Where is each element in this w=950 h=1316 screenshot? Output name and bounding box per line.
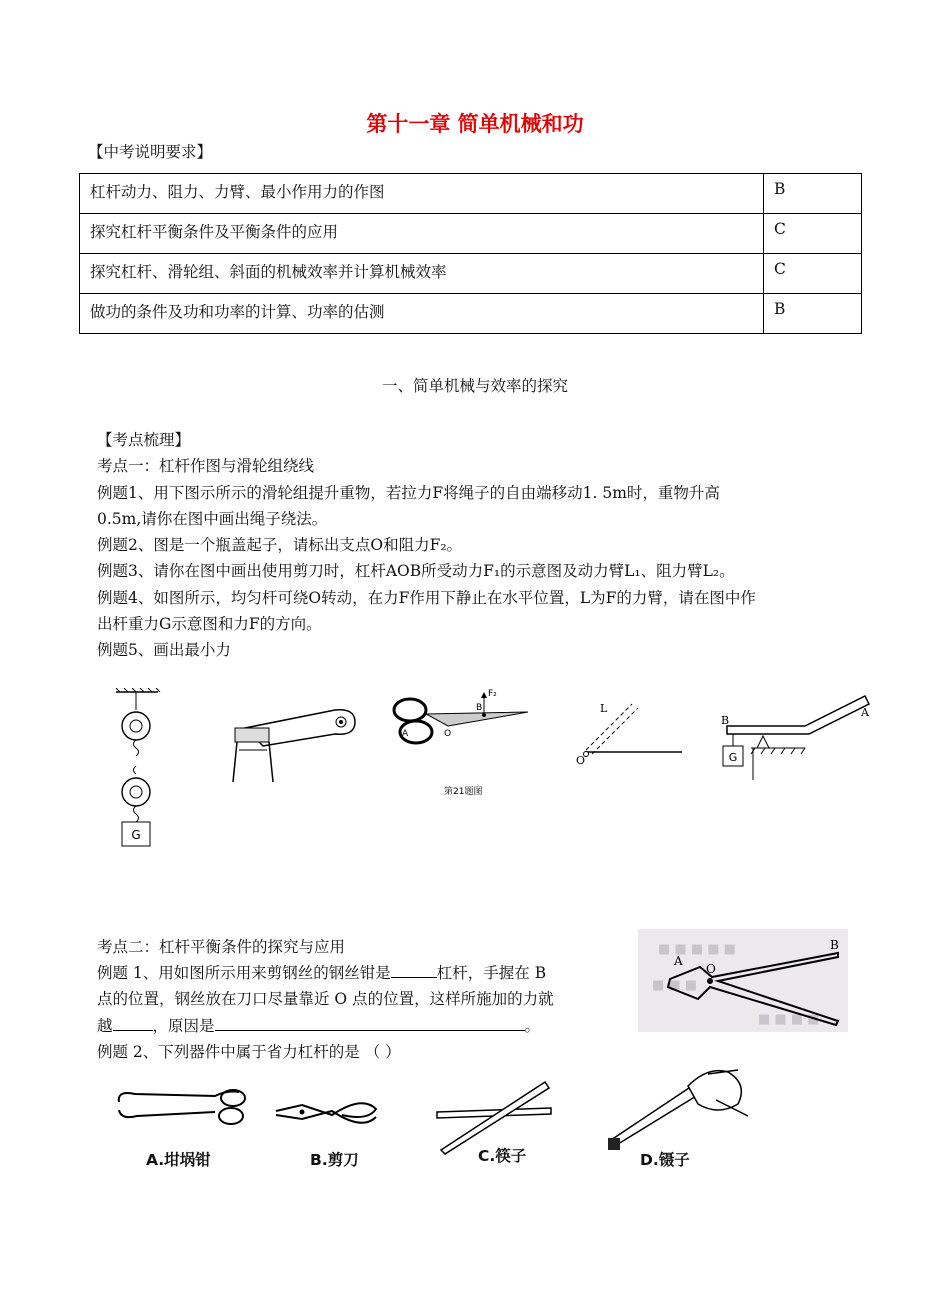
crucible-tongs-icon [115,1080,255,1135]
table-row [80,254,862,294]
table-row [80,174,862,214]
point1-heading: 考点一：杠杆作图与滑轮组绕线 [97,457,315,475]
svg-text:■ ■ ■ ■ ■: ■ ■ ■ ■ ■ [658,942,736,957]
point2-ex1-c3: 。 [524,1017,541,1035]
example1-line1: 例题1、用下图示所示的滑轮组提升重物，若拉力F将绳子的自由端移动1. 5m时，重物升高 [97,484,720,502]
scissor-label-o: O [444,729,452,739]
section-title: 一、简单机械与效率的探究 [381,377,568,395]
bent-lever-figure [705,690,880,780]
review-heading: 【考点梳理】 [97,431,191,449]
lever-label-g: G [728,751,738,764]
rod-label-o: O [576,754,586,764]
option-d-label: D.镊子 [640,1151,690,1169]
example5-text: 例题5、画出最小力 [97,641,231,659]
cutter-label-a: A [674,954,683,968]
example2-text: 例题2、图是一个瓶盖起子，请标出支点O和阻力F₂。 [97,536,463,554]
point2-ex1-part2: 杠杆，手握在 B [436,964,547,982]
point2-example1-line2: 点的位置，钢丝放在刀口尽量靠近 O 点的位置，这样所施加的力就 [97,990,554,1008]
tweezers-icon [598,1064,753,1156]
option-c-label: C.筷子 [478,1147,527,1165]
point2-ex1-part1: 例题 1、用如图所示用来剪钢丝的钢丝钳是 [97,964,391,982]
requirements-heading: 【中考说明要求】 [88,143,213,161]
example1-line2: 0.5m,请你在图中画出绳子绕法。 [97,510,328,528]
requirement-item: 做功的条件及功和功率的计算、功率的估测 [80,294,764,334]
table-row [80,214,862,254]
scissor-label-a: A [402,729,409,739]
scissors-figure [388,688,538,803]
pulley-figure [108,688,168,850]
rod-figure [572,694,687,764]
requirement-item: 探究杠杆平衡条件及平衡条件的应用 [80,214,764,254]
point2-ex1-c1: 越 [97,1017,113,1035]
scissors-option-icon [272,1085,382,1135]
option-a-label: A.坩埚钳 [146,1151,211,1169]
point2-example2: 例题 2、下列器件中属于省力杠杆的是 （ ） [97,1043,401,1061]
pulley-weight-label: G [131,828,141,842]
option-b-label: B.剪刀 [310,1151,359,1169]
answer-blank[interactable] [113,1016,153,1031]
cutter-label-b: B [830,938,839,952]
example4-line2: 出杆重力G示意图和力F的方向。 [97,615,322,633]
requirement-level: C [764,214,862,254]
wire-cutter-figure [638,929,848,1032]
requirement-item: 杠杆动力、阻力、力臂、最小作用力的作图 [80,174,764,214]
answer-blank[interactable] [391,963,437,978]
example3-text: 例题3、请你在图中画出使用剪刀时，杠杆AOB所受动力F₁的示意图及动力臂L₁、阻力臂L₂。 [97,562,735,580]
example4-line1: 例题4、如图所示，均匀杆可绕O转动，在力F作用下静止在水平位置，L为F的力臂，请在图中作 [97,589,756,607]
svg-text:■ ■ ■: ■ ■ ■ [652,978,698,993]
lever-label-b: B [721,714,730,727]
rod-label-l: L [600,702,608,715]
page-title: 第十一章 简单机械和功 [366,112,584,136]
cutter-label-o: O [706,962,716,976]
point2-heading: 考点二：杠杆平衡条件的探究与应用 [97,938,346,956]
requirement-level: B [764,294,862,334]
requirement-item: 探究杠杆、滑轮组、斜面的机械效率并计算机械效率 [80,254,764,294]
lever-label-a: A [861,706,869,719]
answer-blank[interactable] [215,1016,525,1031]
point2-example1-line3 [97,1014,540,1036]
scissor-label-b: B [476,703,483,713]
scissor-label-f2: F₂ [488,689,497,699]
requirement-level: B [764,174,862,214]
bottle-opener-figure [215,700,360,782]
scissor-caption: 第21题图 [444,787,483,797]
requirements-table [79,173,862,334]
point2-ex1-c2: ，原因是 [152,1017,215,1035]
requirement-level: C [764,254,862,294]
point2-example1-line1 [97,961,546,983]
table-row [80,294,862,334]
svg-text:■ ■ ■ ■: ■ ■ ■ ■ [758,1012,820,1027]
